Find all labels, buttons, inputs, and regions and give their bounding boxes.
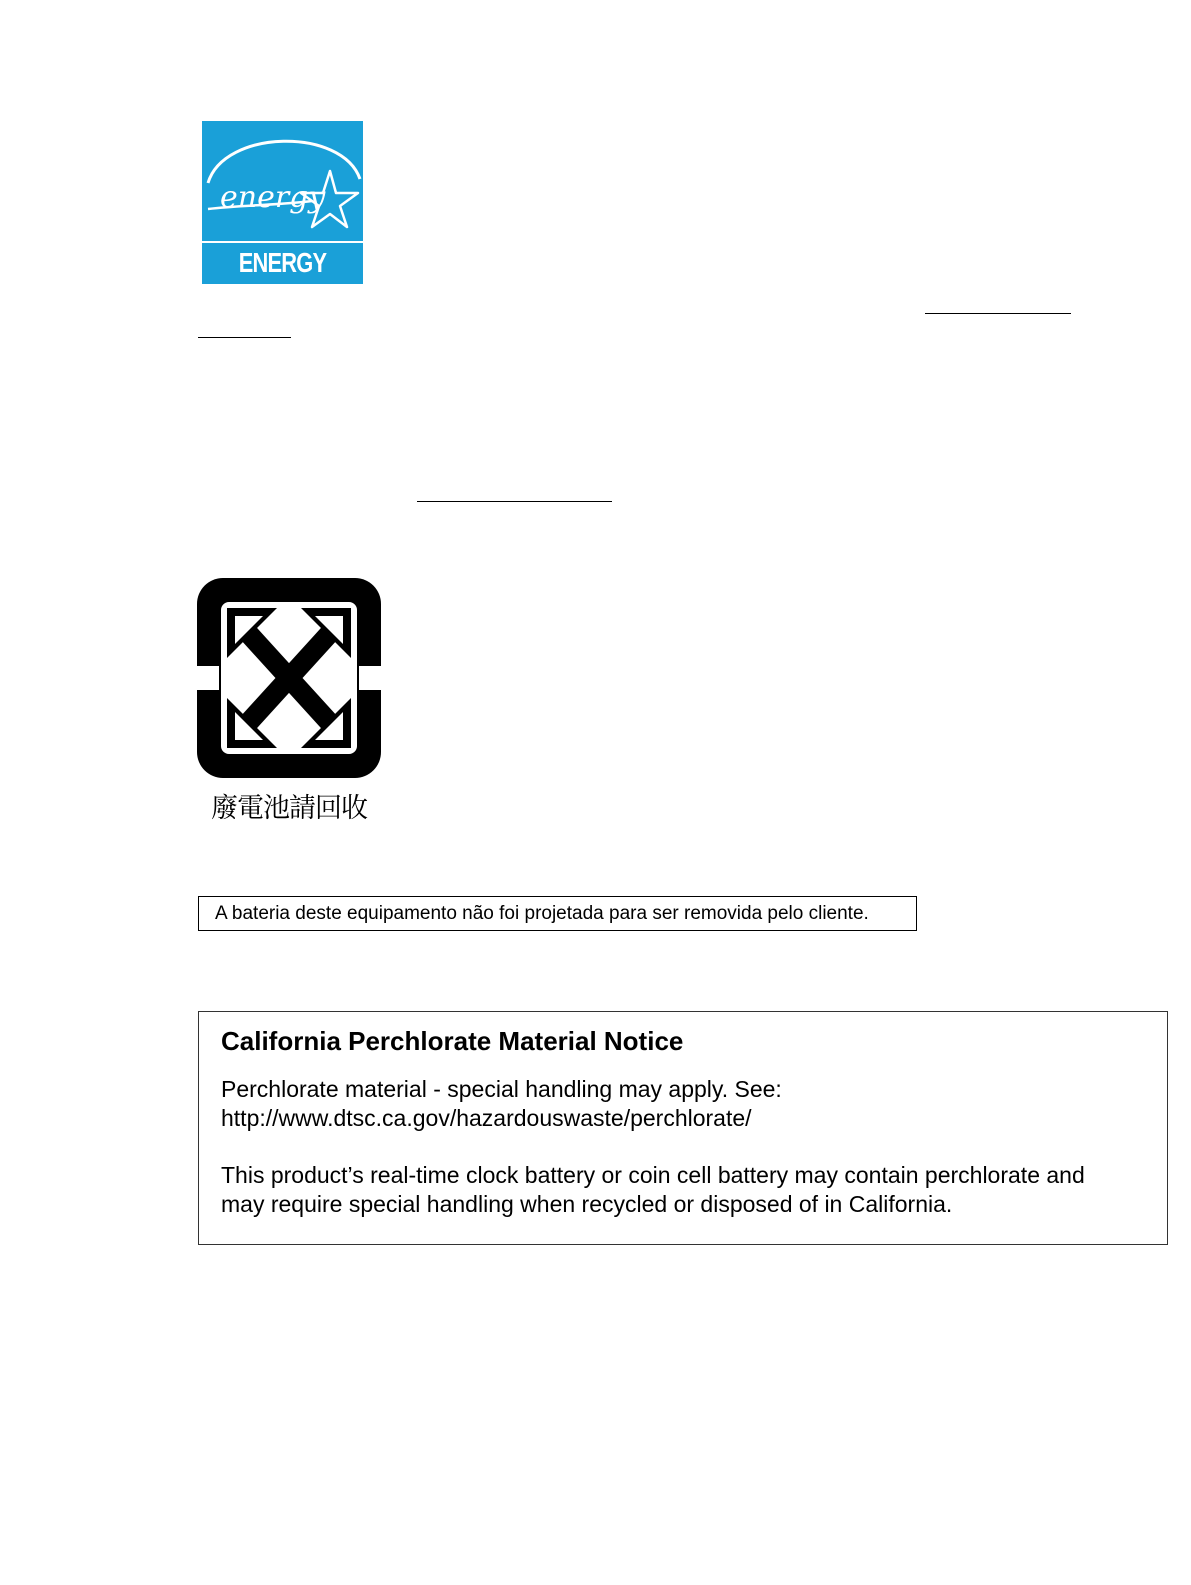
- energy-star-emblem: [202, 121, 363, 245]
- link-underline: [417, 501, 612, 502]
- energy-star-logo: [202, 121, 363, 314]
- notice-url: http://www.dtsc.ca.gov/hazardouswaste/perchlorate/: [221, 1105, 752, 1131]
- link-underline: [925, 313, 1071, 314]
- notice-title: California Perchlorate Material Notice: [221, 1026, 684, 1056]
- brazil-battery-notice: [198, 896, 917, 931]
- link-underline: [198, 337, 291, 338]
- notice-line: This product’s real-time clock battery or coin cell battery may contain perchlorate and: [221, 1162, 1085, 1188]
- notice-line: may require special handling when recycled or disposed of in California.: [221, 1191, 953, 1217]
- brazil-notice-text: A bateria deste equipamento não foi projetada para ser removida pelo cliente.: [215, 903, 869, 924]
- california-perchlorate-notice: [198, 1011, 1168, 1245]
- energy-star-label: ENERGY STAR: [238, 247, 327, 314]
- recycling-caption: 廢電池請回收: [211, 793, 367, 824]
- energy-script-text: energy: [220, 180, 326, 215]
- battery-recycling-icon: [197, 578, 381, 778]
- notice-line: Perchlorate material - special handling may apply. See:: [221, 1076, 782, 1102]
